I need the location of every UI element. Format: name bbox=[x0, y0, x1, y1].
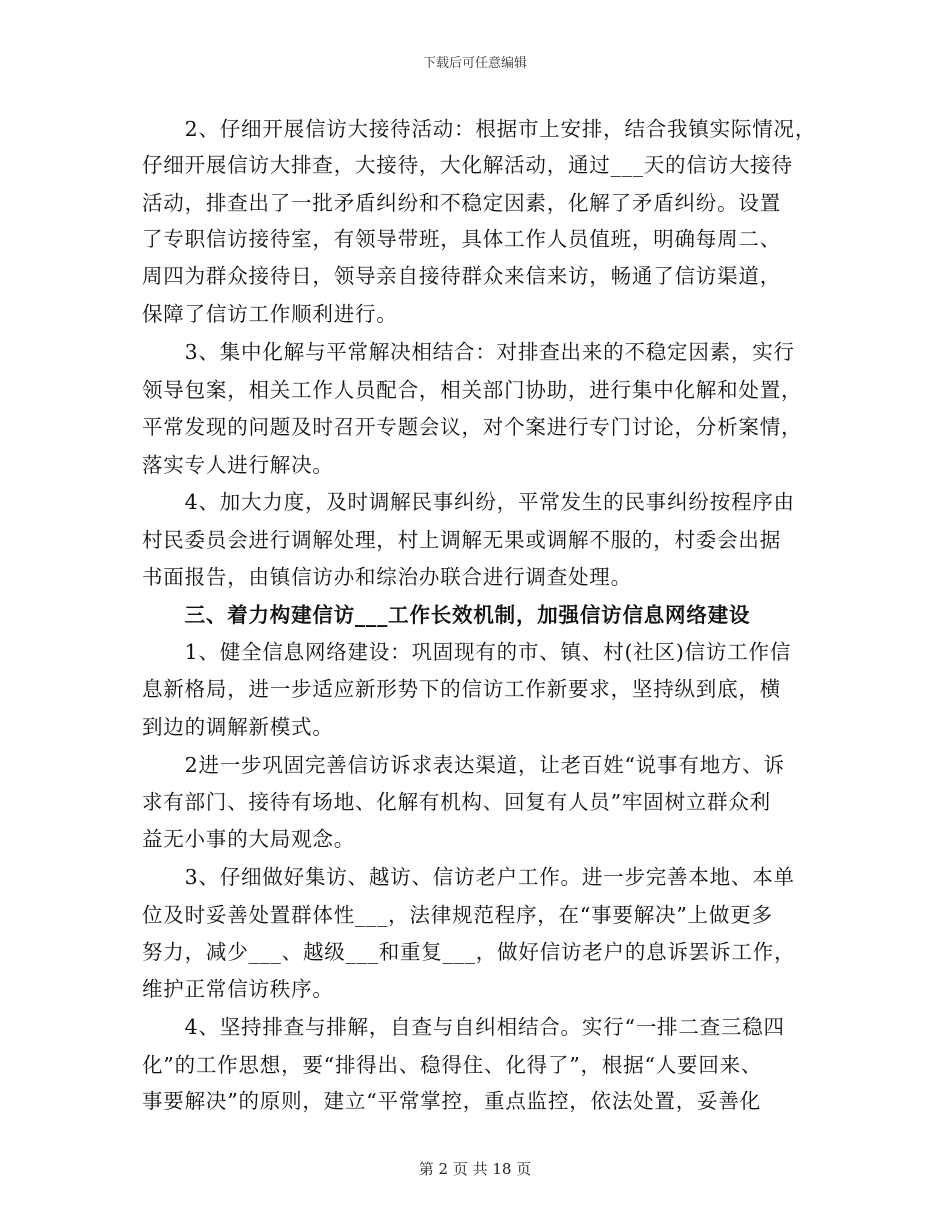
body-text-line: 益无小事的大局观念。 bbox=[142, 827, 355, 851]
body-text-line: 求有部门、接待有场地、化解有机构、回复有人员”牢固树立群众利 bbox=[142, 790, 771, 814]
page-header: 下载后可任意编辑 bbox=[422, 56, 527, 71]
body-text-line: 活动，排查出了一批矛盾纠纷和不稳定因素，化解了矛盾纠纷。设置 bbox=[142, 191, 781, 215]
body-text-line: 平常发现的问题及时召开专题会议，对个案进行专门讨论，分析案情， bbox=[142, 415, 803, 439]
body-text-line: 维护正常信访秩序。 bbox=[142, 977, 334, 1001]
body-text-line: 3、仔细做好集访、越访、信访老户工作。进一步完善本地、本单 bbox=[142, 865, 795, 889]
section-heading: 三、着力构建信访___工作长效机制，加强信访信息网络建设 bbox=[142, 603, 751, 627]
body-text-line: 4、坚持排查与排解，自查与自纠相结合。实行“一排二查三稳四 bbox=[142, 1015, 785, 1039]
body-text-line: 3、集中化解与平常解决相结合：对排查出来的不稳定因素，实行 bbox=[142, 340, 795, 364]
body-text-line: 4、加大力度，及时调解民事纠纷，平常发生的民事纠纷按程序由 bbox=[142, 490, 795, 514]
body-text-line: 2进一步巩固完善信访诉求表达渠道，让老百姓“说事有地方、诉 bbox=[142, 753, 785, 777]
body-text-line: 位及时妥善处置群体性___，法律规范程序，在“事要解决”上做更多 bbox=[142, 903, 773, 927]
body-text-line: 努力，减少___、越级___和重复___，做好信访老户的息诉罢诉工作， bbox=[142, 940, 796, 964]
body-text-line: 村民委员会进行调解处理，村上调解无果或调解不服的，村委会出据 bbox=[142, 528, 781, 552]
body-text-line: 落实专人进行解决。 bbox=[142, 453, 334, 477]
body-text-line: 1、健全信息网络建设：巩固现有的市、镇、村(社区)信访工作信 bbox=[142, 640, 792, 664]
body-text-line: 了专职信访接待室，有领导带班，具体工作人员值班，明确每周二、 bbox=[142, 227, 781, 251]
body-text-line: 2、仔细开展信访大接待活动：根据市上安排，结合我镇实际情况， bbox=[142, 117, 817, 141]
body-text-line: 化”的工作思想，要“排得出、稳得住、化得了”，根据“人要回来、 bbox=[142, 1053, 763, 1077]
body-text-line: 保障了信访工作顺利进行。 bbox=[142, 302, 398, 326]
page-footer: 第 2 页 共 18 页 bbox=[418, 1160, 532, 1178]
body-text-line: 事要解决”的原则，建立“平常掌控，重点监控，依法处置，妥善化 bbox=[142, 1089, 761, 1113]
body-text-line: 息新格局，进一步适应新形势下的信访工作新要求，坚持纵到底，横 bbox=[142, 677, 781, 701]
body-text-line: 领导包案，相关工作人员配合，相关部门协助，进行集中化解和处置， bbox=[142, 378, 803, 402]
body-text-line: 仔细开展信访大排查，大接待，大化解活动，通过___天的信访大接待 bbox=[142, 153, 793, 177]
body-text-line: 书面报告，由镇信访办和综治办联合进行调查处理。 bbox=[142, 565, 632, 589]
body-text-line: 周四为群众接待日，领导亲自接待群众来信来访，畅通了信访渠道， bbox=[142, 264, 781, 288]
body-text-line: 到边的调解新模式。 bbox=[142, 715, 334, 739]
